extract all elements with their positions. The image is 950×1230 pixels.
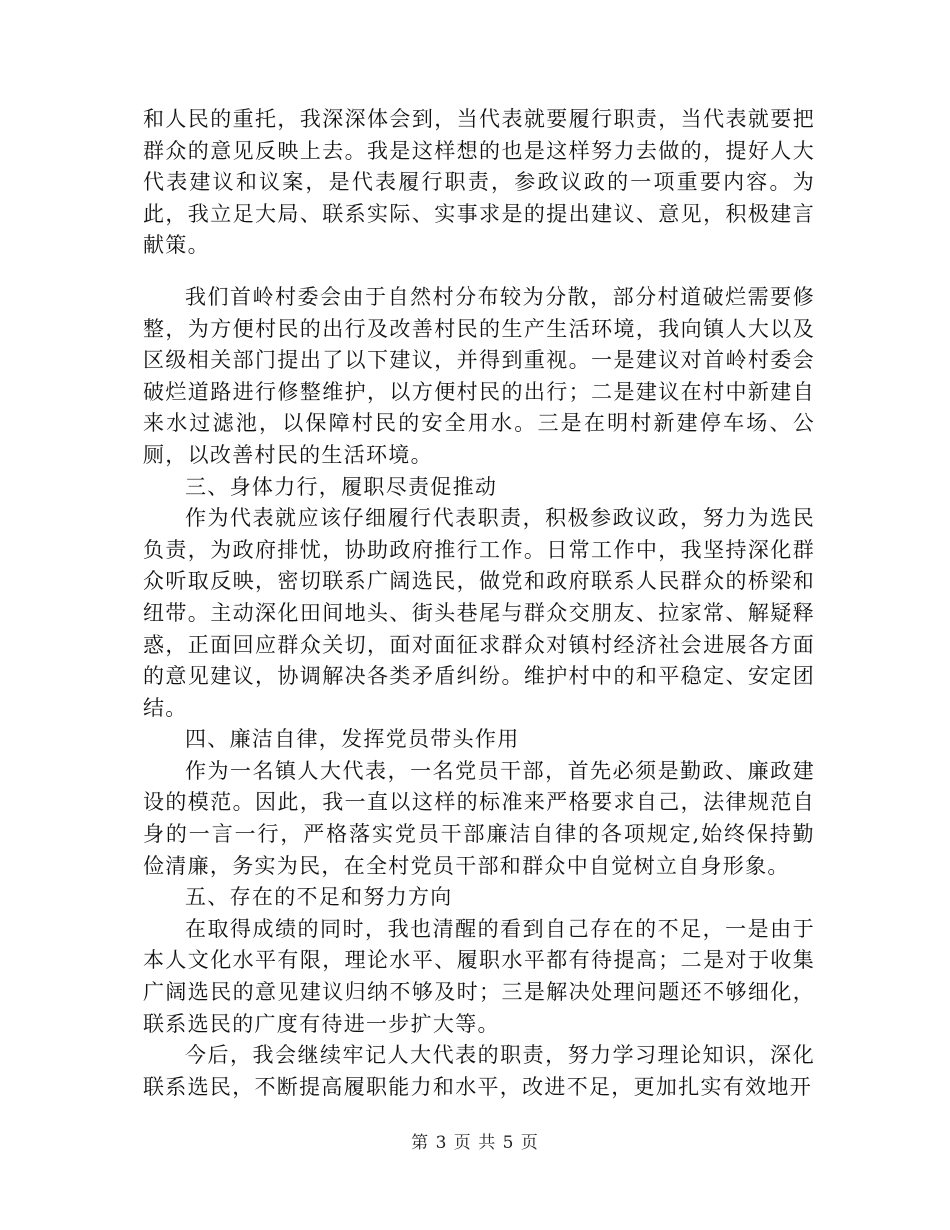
page-body xyxy=(143,104,815,1103)
paragraph-future: 今后，我会继续牢记人大代表的职责，努力学习理论知识，深化联系选民，不断提高履职能力和水平，改进不足，更加扎实有效地开 xyxy=(143,1043,815,1099)
section-heading-3: 三、身体力行，履职尽责促推动 xyxy=(185,474,498,499)
paragraph-integrity: 作为一名镇人大代表，一名党员干部，首先必须是勤政、廉政建设的模范。因此，我一直以这样的标准来严格要求自己，法律规范自身的一言一行，严格落实党员干部廉洁自律的各项规定,始终保持勤俭清廉，务实为民，在全村党员干部和群众中自觉树立自身形象。 xyxy=(143,758,815,878)
paragraph-continuation: 和人民的重托，我深深体会到，当代表就要履行职责，当代表就要把群众的意见反映上去。我是这样想的也是这样努力去做的，提好人大代表建议和议案，是代表履行职责，参政议政的一项重要内容。为此，我立足大局、联系实际、实事求是的提出建议、意见，积极建言献策。 xyxy=(143,107,815,258)
paragraph-duties: 作为代表就应该仔细履行代表职责，积极参政议政，努力为选民负责，为政府排忧，协助政府推行工作。日常工作中，我坚持深化群众听取反映，密切联系广阔选民，做党和政府联系人民群众的桥梁和纽带。主动深化田间地头、街头巷尾与群众交朋友、拉家常、解疑释惑，正面回应群众关切，面对面征求群众对镇村经济社会进展各方面的意见建议，协调解决各类矛盾纠纷。维护村中的和平稳定、安定团结。 xyxy=(143,506,815,720)
section-heading-5: 五、存在的不足和努力方向 xyxy=(185,885,453,910)
page-number-footer: 第 3 页 共 5 页 xyxy=(411,1133,539,1153)
paragraph-shortcomings: 在取得成绩的同时，我也清醒的看到自己存在的不足，一是由于本人文化水平有限，理论水平、履职水平都有待提高；二是对于收集广阔选民的意见建议归纳不够及时；三是解决处理问题还不够细化，联系选民的广度有待进一步扩大等。 xyxy=(143,916,815,1036)
section-heading-4: 四、廉洁自律，发挥党员带头作用 xyxy=(185,727,520,752)
paragraph-village-suggestions: 我们首岭村委会由于自然村分布较为分散，部分村道破烂需要修整，为方便村民的出行及改善村民的生产生活环境，我向镇人大以及区级相关部门提出了以下建议，并得到重视。一是建议对首岭村委会破烂道路进行修整维护，以方便村民的出行；二是建议在村中新建自来水过滤池，以保障村民的安全用水。三是在明村新建停车场、公厕，以改善村民的生活环境。 xyxy=(143,284,815,467)
